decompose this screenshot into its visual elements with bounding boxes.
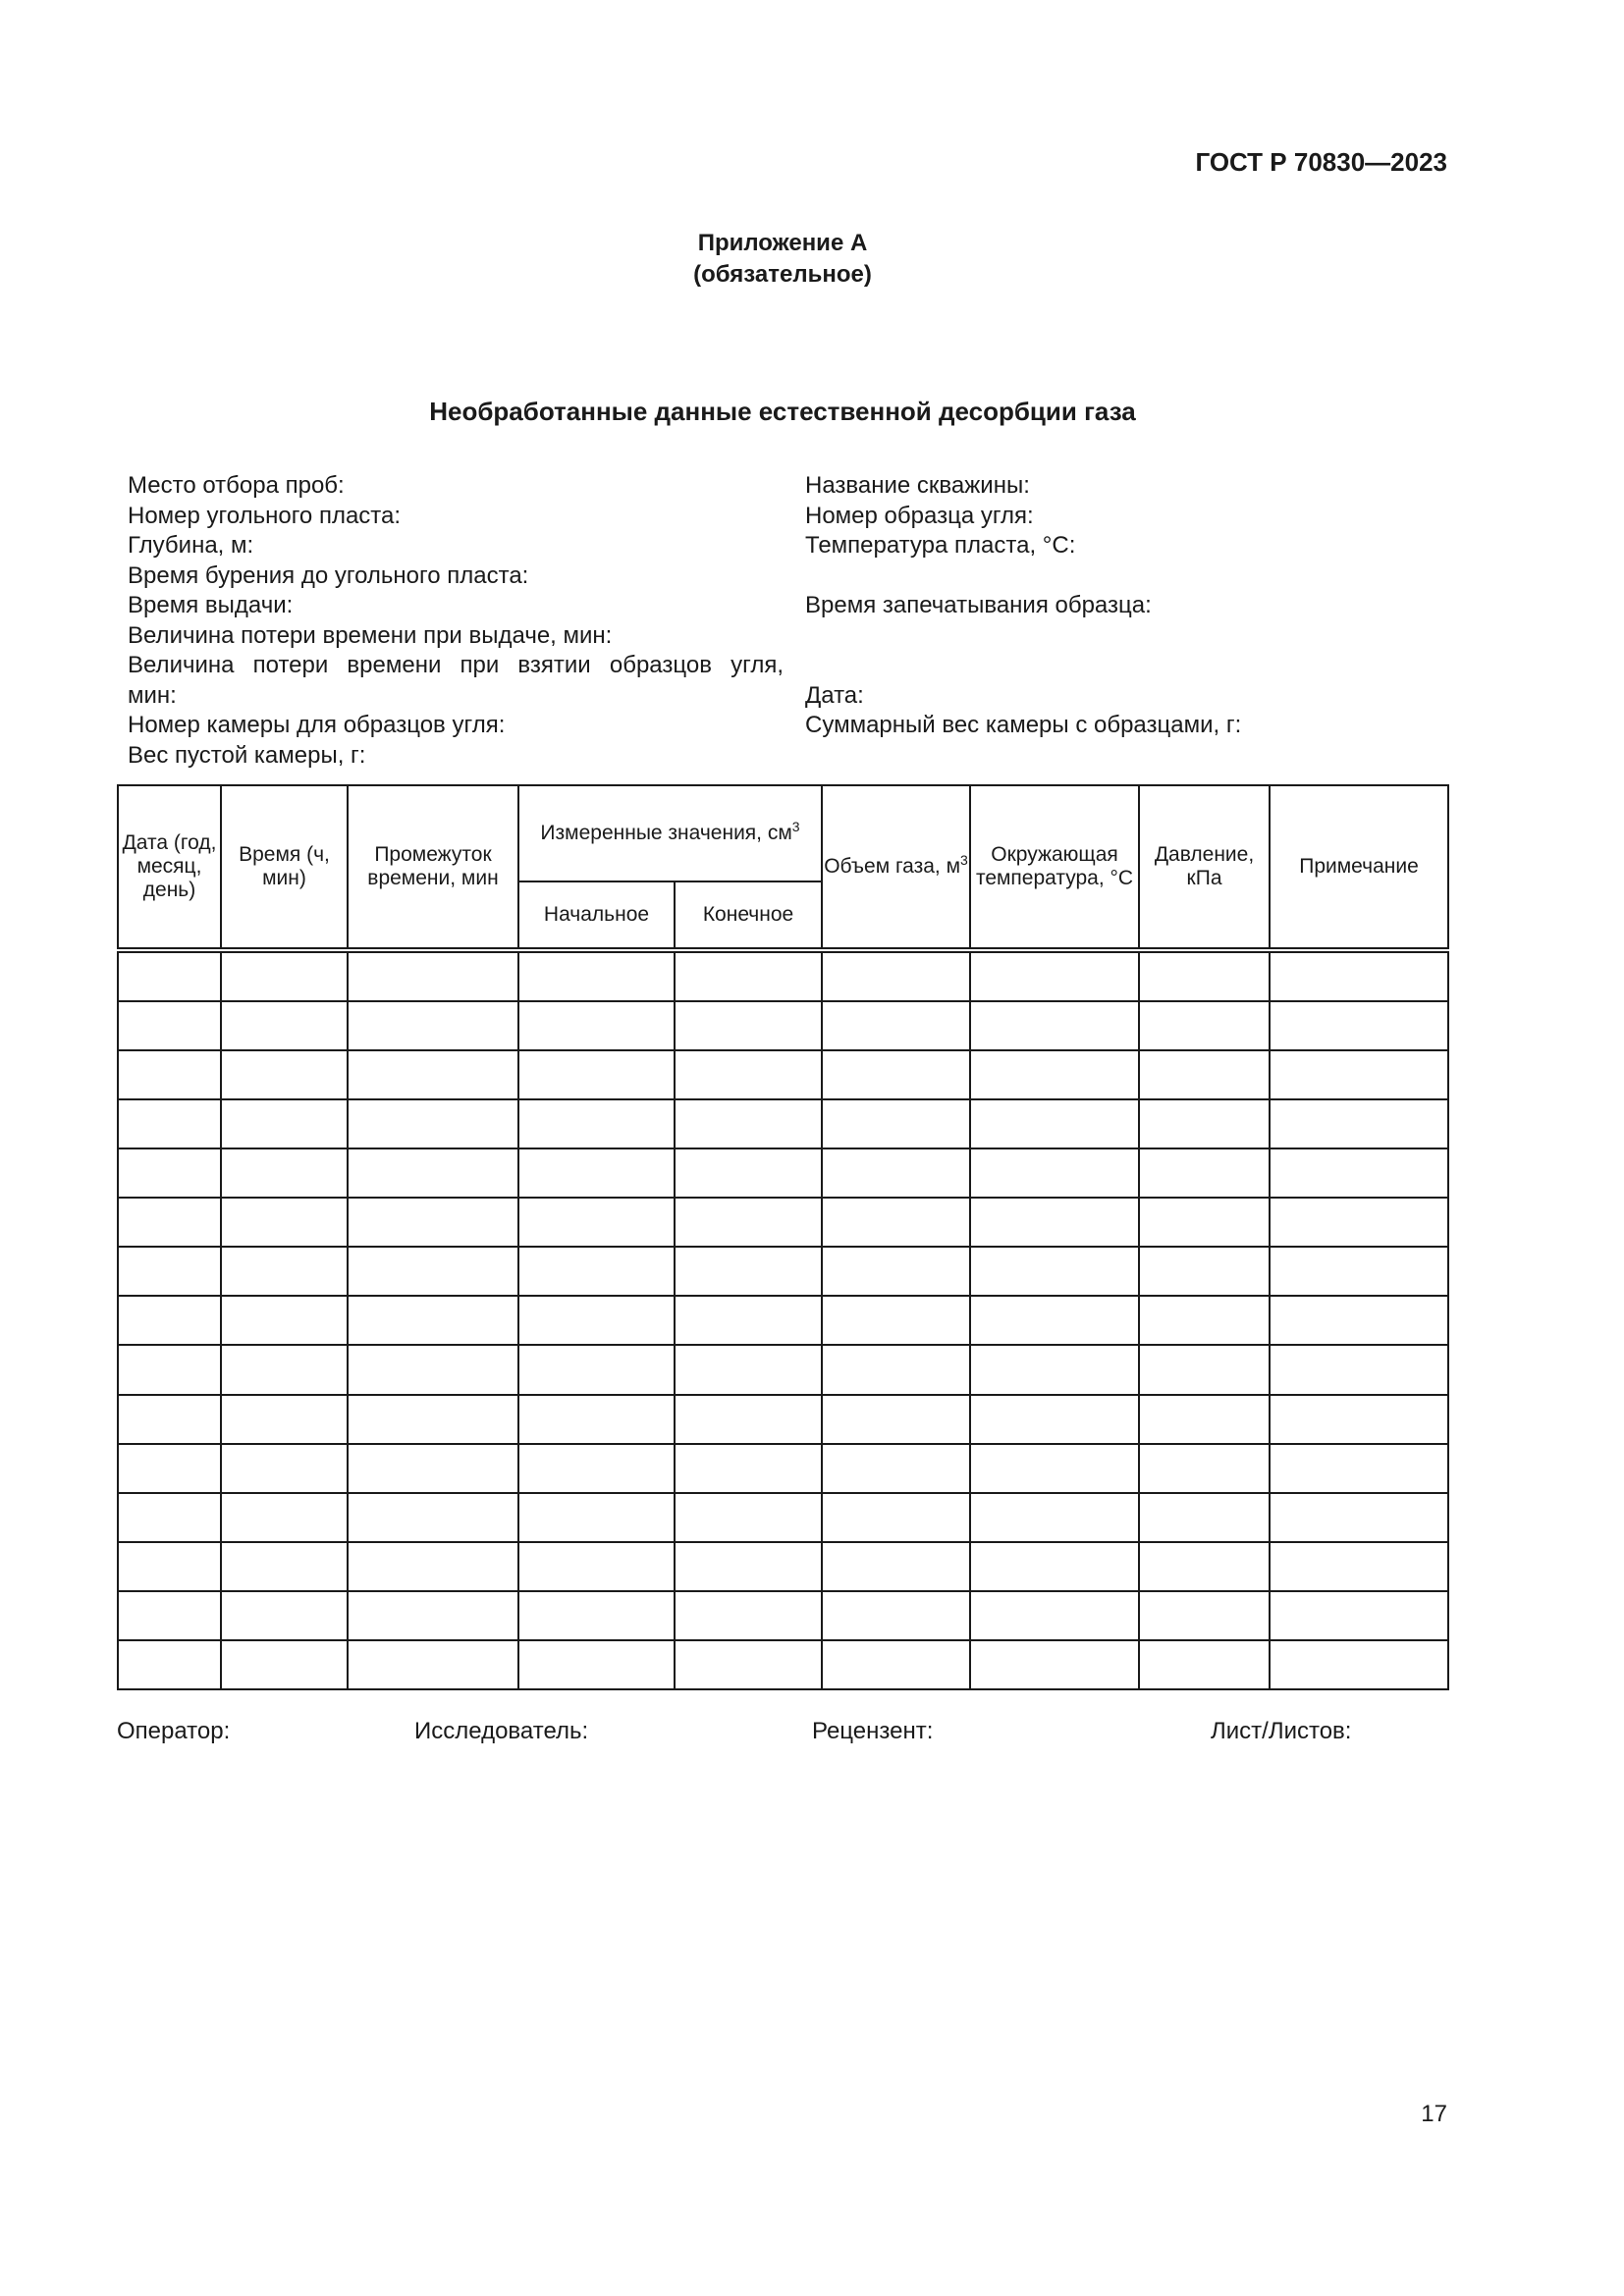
table-cell[interactable] [675, 1542, 822, 1591]
table-cell[interactable] [822, 1296, 970, 1345]
table-cell[interactable] [1139, 1345, 1270, 1394]
table-cell[interactable] [822, 1099, 970, 1148]
table-cell[interactable] [1270, 1198, 1448, 1247]
table-cell[interactable] [1270, 1345, 1448, 1394]
table-cell[interactable] [348, 1345, 518, 1394]
table-cell[interactable] [118, 1640, 221, 1689]
signature-line [117, 1718, 1447, 1751]
table-row [118, 1542, 1448, 1591]
table-cell[interactable] [1139, 1247, 1270, 1296]
table-cell[interactable] [1270, 1542, 1448, 1591]
header-volume-sup: 3 [960, 852, 968, 868]
table-cell[interactable] [1139, 1444, 1270, 1493]
table-cell[interactable] [822, 950, 970, 1001]
signature-sheets: Лист/Листов: [1211, 1718, 1352, 1744]
table-cell[interactable] [822, 1591, 970, 1640]
table-cell[interactable] [675, 1247, 822, 1296]
table-cell[interactable] [118, 1444, 221, 1493]
table-cell[interactable] [348, 1247, 518, 1296]
table-cell[interactable] [518, 950, 675, 1001]
field-spacer [805, 651, 1434, 681]
header-date: Дата (год, месяц, день) [118, 785, 221, 950]
table-cell[interactable] [221, 1050, 348, 1099]
table-cell[interactable] [118, 1247, 221, 1296]
table-cell[interactable] [348, 1099, 518, 1148]
table-cell[interactable] [822, 1395, 970, 1444]
header-pressure: Давление, кПа [1139, 785, 1270, 950]
table-cell[interactable] [822, 1493, 970, 1542]
table-row [118, 1493, 1448, 1542]
table-cell[interactable] [118, 1395, 221, 1444]
field-seam-temperature: Температура пласта, °С: [805, 532, 1076, 559]
table-cell[interactable] [221, 1542, 348, 1591]
table-cell[interactable] [970, 1444, 1139, 1493]
table-cell[interactable] [1270, 1493, 1448, 1542]
header-volume-label: Объем газа, м [824, 855, 961, 878]
table-cell[interactable] [518, 1640, 675, 1689]
field-sampling-place: Место отбора проб: [128, 472, 345, 499]
table-cell[interactable] [822, 1198, 970, 1247]
header-time: Время (ч, мин) [221, 785, 348, 950]
table-cell[interactable] [1270, 1099, 1448, 1148]
table-cell[interactable] [675, 1640, 822, 1689]
table-cell[interactable] [348, 1591, 518, 1640]
fields-left [128, 471, 784, 771]
table-cell[interactable] [221, 1148, 348, 1198]
page-number: 17 [1421, 2101, 1447, 2127]
table-cell[interactable] [822, 1542, 970, 1591]
table-cell[interactable] [822, 1640, 970, 1689]
table-cell[interactable] [518, 1493, 675, 1542]
table-cell[interactable] [970, 1099, 1139, 1148]
table-cell[interactable] [970, 1001, 1139, 1050]
table-row [118, 1148, 1448, 1198]
header-measured-sup: 3 [791, 819, 800, 834]
table-row [118, 1591, 1448, 1640]
field-chamber-number: Номер камеры для образцов угля: [128, 712, 506, 738]
table-cell[interactable] [221, 1099, 348, 1148]
table-cell[interactable] [118, 1099, 221, 1148]
header-final: Конечное [675, 881, 822, 950]
table-cell[interactable] [675, 1591, 822, 1640]
table-cell[interactable] [518, 1345, 675, 1394]
table-cell[interactable] [348, 1050, 518, 1099]
table-cell[interactable] [1270, 1296, 1448, 1345]
table-cell[interactable] [822, 1050, 970, 1099]
field-delivery-time-loss: Величина потери времени при выдаче, мин: [128, 621, 613, 649]
table-cell[interactable] [221, 1395, 348, 1444]
table-cell[interactable] [1270, 1148, 1448, 1198]
table-cell[interactable] [118, 1198, 221, 1247]
table-cell[interactable] [1139, 1050, 1270, 1099]
table-cell[interactable] [221, 1345, 348, 1394]
table-row [118, 1296, 1448, 1345]
table-cell[interactable] [348, 1296, 518, 1345]
field-total-chamber-weight: Суммарный вес камеры с образцами, г: [805, 712, 1242, 738]
table-cell[interactable] [970, 1493, 1139, 1542]
table-cell[interactable] [518, 1444, 675, 1493]
table-cell[interactable] [675, 1099, 822, 1148]
table-cell[interactable] [1139, 1198, 1270, 1247]
table-cell[interactable] [221, 1198, 348, 1247]
table-row [118, 1395, 1448, 1444]
table-cell[interactable] [970, 1542, 1139, 1591]
field-delivery-time: Время выдачи: [128, 592, 294, 618]
table-cell[interactable] [221, 1444, 348, 1493]
table-cell[interactable] [675, 1001, 822, 1050]
table-cell[interactable] [970, 950, 1139, 1001]
table-body [118, 950, 1448, 1689]
header-volume [822, 785, 970, 950]
appendix-label: Приложение А [697, 230, 868, 256]
header-ambient-temperature: Окружающая температура, °С [970, 785, 1139, 950]
table-cell[interactable] [1139, 1001, 1270, 1050]
table-cell[interactable] [348, 1444, 518, 1493]
table-cell[interactable] [118, 1296, 221, 1345]
table-cell[interactable] [675, 1395, 822, 1444]
table-cell[interactable] [1270, 1640, 1448, 1689]
table-cell[interactable] [348, 1148, 518, 1198]
table-cell[interactable] [1270, 1050, 1448, 1099]
table-cell[interactable] [1139, 1395, 1270, 1444]
field-seam-number: Номер угольного пласта: [128, 502, 402, 529]
table-cell[interactable] [1139, 1591, 1270, 1640]
table-cell[interactable] [970, 1345, 1139, 1394]
table-cell[interactable] [221, 950, 348, 1001]
table-cell[interactable] [348, 1640, 518, 1689]
field-depth: Глубина, м: [128, 532, 254, 559]
header-measured-label: Измеренные значения, см [540, 822, 792, 844]
table-cell[interactable] [1270, 950, 1448, 1001]
table-cell[interactable] [1139, 1493, 1270, 1542]
field-sampling-time-loss-unit: мин: [128, 681, 177, 709]
table-cell[interactable] [1139, 1542, 1270, 1591]
table-cell[interactable] [1139, 1099, 1270, 1148]
table-cell[interactable] [675, 1296, 822, 1345]
table-cell[interactable] [970, 1247, 1139, 1296]
table-cell[interactable] [118, 1591, 221, 1640]
table-cell[interactable] [822, 1345, 970, 1394]
header-initial: Начальное [518, 881, 675, 950]
table-cell[interactable] [1139, 950, 1270, 1001]
table-cell[interactable] [518, 1198, 675, 1247]
table-cell[interactable] [348, 1395, 518, 1444]
table-cell[interactable] [518, 1247, 675, 1296]
table-cell[interactable] [221, 1493, 348, 1542]
field-sampling-time-loss: Величина потери времени при взятии образцов угля, [128, 652, 784, 678]
table-cell[interactable] [970, 1395, 1139, 1444]
table-cell[interactable] [118, 1001, 221, 1050]
table-cell[interactable] [348, 1001, 518, 1050]
table-cell[interactable] [1270, 1444, 1448, 1493]
signature-researcher: Исследователь: [414, 1718, 589, 1744]
table-cell[interactable] [348, 1493, 518, 1542]
table-cell[interactable] [675, 1493, 822, 1542]
appendix-heading [0, 228, 1565, 291]
table-row [118, 1444, 1448, 1493]
table-cell[interactable] [970, 1198, 1139, 1247]
table-cell[interactable] [221, 1640, 348, 1689]
table-cell[interactable] [518, 1099, 675, 1148]
table-row [118, 1345, 1448, 1394]
table-cell[interactable] [348, 1198, 518, 1247]
table-cell[interactable] [822, 1001, 970, 1050]
field-sample-number: Номер образца угля: [805, 502, 1034, 529]
table-row [118, 1198, 1448, 1247]
table-cell[interactable] [970, 1591, 1139, 1640]
table-cell[interactable] [675, 950, 822, 1001]
table-cell[interactable] [675, 1198, 822, 1247]
table-cell[interactable] [675, 1050, 822, 1099]
table-row [118, 1001, 1448, 1050]
table-cell[interactable] [1270, 1247, 1448, 1296]
table-cell[interactable] [1270, 1395, 1448, 1444]
appendix-status: (обязательное) [693, 261, 872, 288]
signature-reviewer: Рецензент: [812, 1718, 934, 1744]
table-cell[interactable] [675, 1148, 822, 1198]
table-row [118, 950, 1448, 1001]
table-cell[interactable] [348, 1542, 518, 1591]
table-cell[interactable] [970, 1050, 1139, 1099]
header-note: Примечание [1270, 785, 1448, 950]
table-cell[interactable] [118, 950, 221, 1001]
field-well-name: Название скважины: [805, 472, 1030, 499]
table-cell[interactable] [118, 1148, 221, 1198]
table-cell[interactable] [518, 1542, 675, 1591]
table-cell[interactable] [822, 1148, 970, 1198]
table-cell[interactable] [518, 1296, 675, 1345]
field-spacer [805, 561, 1434, 592]
table-cell[interactable] [518, 1395, 675, 1444]
table-cell[interactable] [118, 1050, 221, 1099]
table-cell[interactable] [675, 1345, 822, 1394]
header-measured [518, 785, 822, 881]
table-cell[interactable] [221, 1296, 348, 1345]
table-row [118, 1247, 1448, 1296]
table-cell[interactable] [118, 1345, 221, 1394]
table-cell[interactable] [518, 1148, 675, 1198]
document-code: ГОСТ Р 70830—2023 [1195, 147, 1447, 177]
signature-operator: Оператор: [117, 1718, 231, 1744]
header-interval: Промежуток времени, мин [348, 785, 518, 950]
fields-right [805, 471, 1434, 741]
table-cell[interactable] [822, 1247, 970, 1296]
table-cell[interactable] [118, 1542, 221, 1591]
page-title: Необработанные данные естественной десорбции газа [429, 397, 1136, 426]
table-cell[interactable] [1270, 1591, 1448, 1640]
field-spacer [805, 621, 1434, 652]
table-cell[interactable] [221, 1247, 348, 1296]
table-cell[interactable] [221, 1591, 348, 1640]
table-row [118, 1640, 1448, 1689]
field-sealing-time: Время запечатывания образца: [805, 592, 1152, 618]
table-cell[interactable] [1270, 1001, 1448, 1050]
table-cell[interactable] [970, 1296, 1139, 1345]
table-row [118, 1099, 1448, 1148]
table-cell[interactable] [822, 1444, 970, 1493]
table-cell[interactable] [1139, 1640, 1270, 1689]
table-cell[interactable] [675, 1444, 822, 1493]
table-cell[interactable] [1139, 1148, 1270, 1198]
table-cell[interactable] [1139, 1296, 1270, 1345]
table-cell[interactable] [518, 1050, 675, 1099]
table-row [118, 1050, 1448, 1099]
table-cell[interactable] [221, 1001, 348, 1050]
table-cell[interactable] [118, 1493, 221, 1542]
table-cell[interactable] [518, 1001, 675, 1050]
table-cell[interactable] [970, 1640, 1139, 1689]
field-date: Дата: [805, 681, 864, 709]
field-drilling-time: Время бурения до угольного пласта: [128, 561, 529, 589]
field-empty-chamber-weight: Вес пустой камеры, г: [128, 741, 366, 769]
table-cell[interactable] [970, 1148, 1139, 1198]
desorption-data-table [117, 784, 1449, 1690]
table-cell[interactable] [348, 950, 518, 1001]
table-cell[interactable] [518, 1591, 675, 1640]
